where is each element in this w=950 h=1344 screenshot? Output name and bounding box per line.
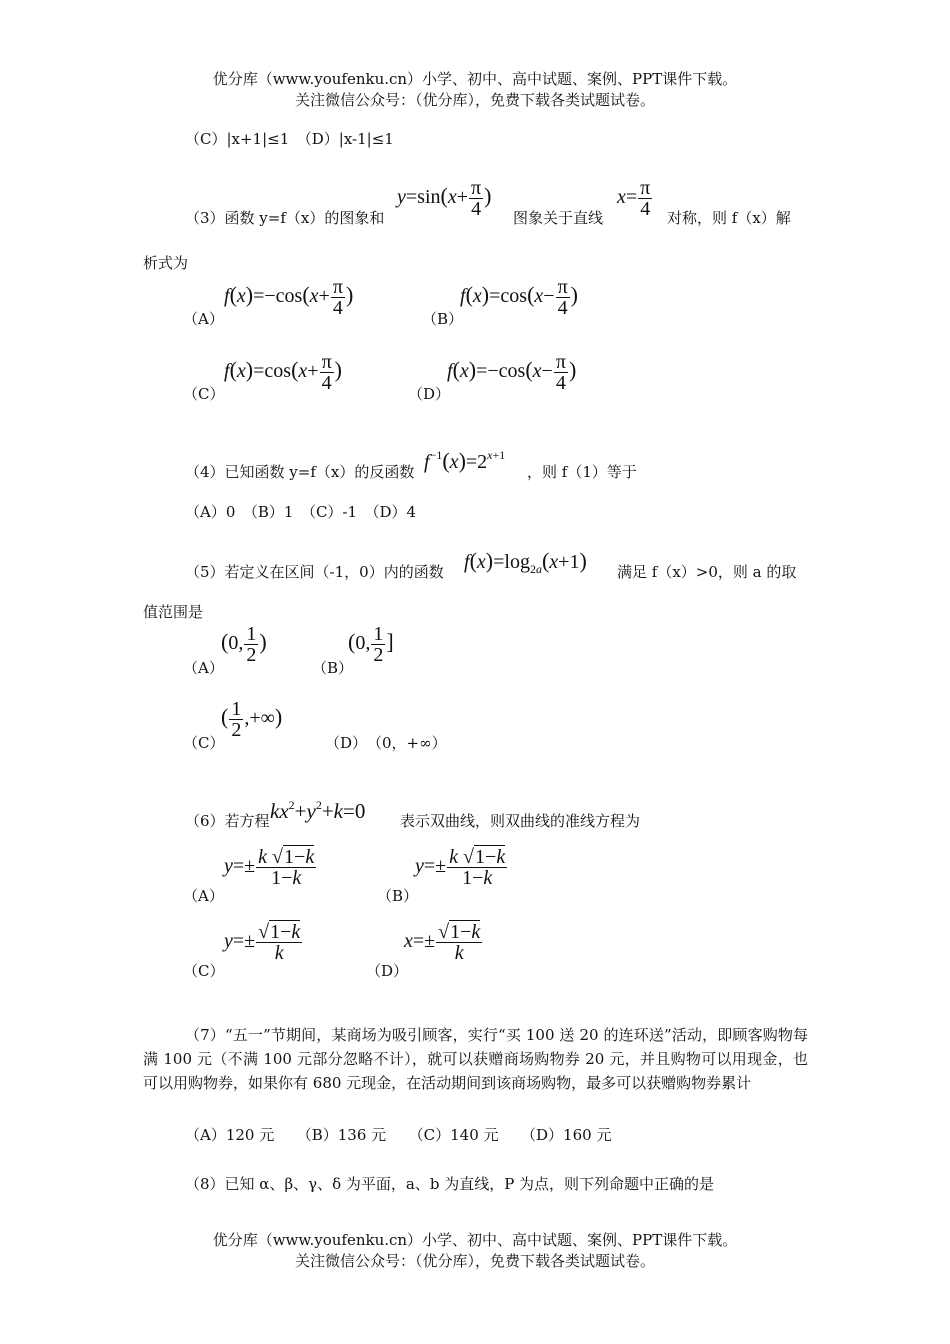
q8-stem: （8）已知 α、β、γ、δ 为平面，a、b 为直线，P 为点，则下列命题中正确的是 bbox=[185, 1175, 715, 1193]
q3-stem-suffix: 对称，则 f（x）解 bbox=[667, 209, 791, 227]
q3-stem-prefix: （3）函数 y=f（x）的图象和 bbox=[185, 209, 385, 227]
q6-option-b: y=± $\frac{k √1-k}{1-k}$ bbox=[415, 846, 506, 889]
q3-option-b: f(x)=cos(x− $\frac{\pi}{4}$ ) bbox=[460, 276, 578, 319]
q6-stem-prefix: （6）若方程 bbox=[185, 812, 270, 830]
q4-options: （A）0 （B）1 （C）-1 （D）4 bbox=[185, 503, 417, 521]
q3-label-a: （A） bbox=[183, 310, 224, 328]
q5-label-b: （B） bbox=[312, 659, 354, 677]
q3-option-d: f(x)=−cos(x− $\frac{\pi}{4}$ ) bbox=[447, 351, 577, 394]
q6-label-c: （C） bbox=[183, 962, 225, 980]
q5-option-a: (0, $\frac{1}{2}$ ) bbox=[221, 623, 267, 666]
q3-given-function: y=sin(x+ $\frac{\pi}{4}$ ) bbox=[397, 177, 492, 220]
q6-option-d: x=± $\frac{√1-k}{k}$ bbox=[404, 921, 481, 964]
q5-option-b: (0, $\frac{1}{2}$ ] bbox=[348, 623, 394, 666]
q6-label-d: （D） bbox=[366, 962, 409, 980]
q6-option-a: y=± $\frac{k √1-k}{1-k}$ bbox=[224, 846, 315, 889]
q3-stem-middle: 图象关于直线 bbox=[513, 209, 604, 227]
q5-option-c: ( $\frac{1}{2}$ ,+∞) bbox=[221, 698, 283, 741]
q3-stem-line2: 析式为 bbox=[143, 254, 189, 272]
q7-options: （A）120 元 （B）136 元 （C）140 元 （D）160 元 bbox=[185, 1126, 612, 1144]
q5-stem-prefix: （5）若定义在区间（-1，0）内的函数 bbox=[185, 563, 444, 581]
q4-inverse-formula: $f^{-1}(x)=2^{x+1}$ bbox=[424, 448, 506, 473]
page-header-line1: 优分库（www.youfenku.cn）小学、初中、高中试题、案例、PPT课件下载。 bbox=[212, 70, 738, 88]
page-footer-line1: 优分库（www.youfenku.cn）小学、初中、高中试题、案例、PPT课件下载。 bbox=[212, 1231, 738, 1249]
q5-label-a: （A） bbox=[183, 659, 224, 677]
q6-stem-suffix: 表示双曲线，则双曲线的准线方程为 bbox=[400, 812, 641, 830]
q5-label-d: （D） bbox=[325, 734, 368, 752]
q4-stem-suffix: ，则 f（1）等于 bbox=[527, 463, 637, 481]
page-header-line2: 关注微信公众号：（优分库），免费下载各类试题试卷。 bbox=[294, 91, 655, 109]
q4-stem-prefix: （4）已知函数 y=f（x）的反函数 bbox=[185, 463, 415, 481]
q5-stem-line2: 值范围是 bbox=[143, 603, 204, 621]
q3-label-c: （C） bbox=[183, 385, 225, 403]
q6-label-b: （B） bbox=[377, 887, 419, 905]
page-footer-line2: 关注微信公众号：（优分库），免费下载各类试题试卷。 bbox=[294, 1252, 655, 1270]
q5-stem-suffix: 满足 f（x）>0，则 a 的取 bbox=[617, 563, 797, 581]
q6-equation: $kx^2+y^2+k=0$ bbox=[270, 798, 366, 823]
q6-label-a: （A） bbox=[183, 887, 224, 905]
q5-log-formula: $f(x)=\log_{2a}(x+1)$ bbox=[464, 548, 587, 576]
q6-option-c: y=± $\frac{√1-k}{k}$ bbox=[224, 921, 301, 964]
q3-label-d: （D） bbox=[408, 385, 451, 403]
q5-option-d: （0，+∞） bbox=[367, 734, 447, 752]
q3-option-c: f(x)=cos(x+ $\frac{\pi}{4}$ ) bbox=[224, 351, 342, 394]
q3-axis-line: x= $\frac{\pi}{4}$ bbox=[617, 177, 651, 220]
q2-options: （C）|x+1|≤1 （D）|x-1|≤1 bbox=[185, 130, 394, 148]
q5-label-c: （C） bbox=[183, 734, 225, 752]
q3-label-b: （B） bbox=[422, 310, 464, 328]
q7-stem: （7）“五一”节期间，某商场为吸引顾客，实行“买 100 送 20 的连环送”活动，即顾客购物每满 100 元（不满 100 元部分忽略不计），就可以获赠商场购物券 20 元，并且购物可以用现金，也可以用购物券，如果你有 680 元现金，在活动期间到该商场购物，最多可以获赠购物券累计 bbox=[143, 1026, 808, 1092]
q3-option-a: f(x)=−cos(x+ $\frac{\pi}{4}$ ) bbox=[224, 276, 354, 319]
